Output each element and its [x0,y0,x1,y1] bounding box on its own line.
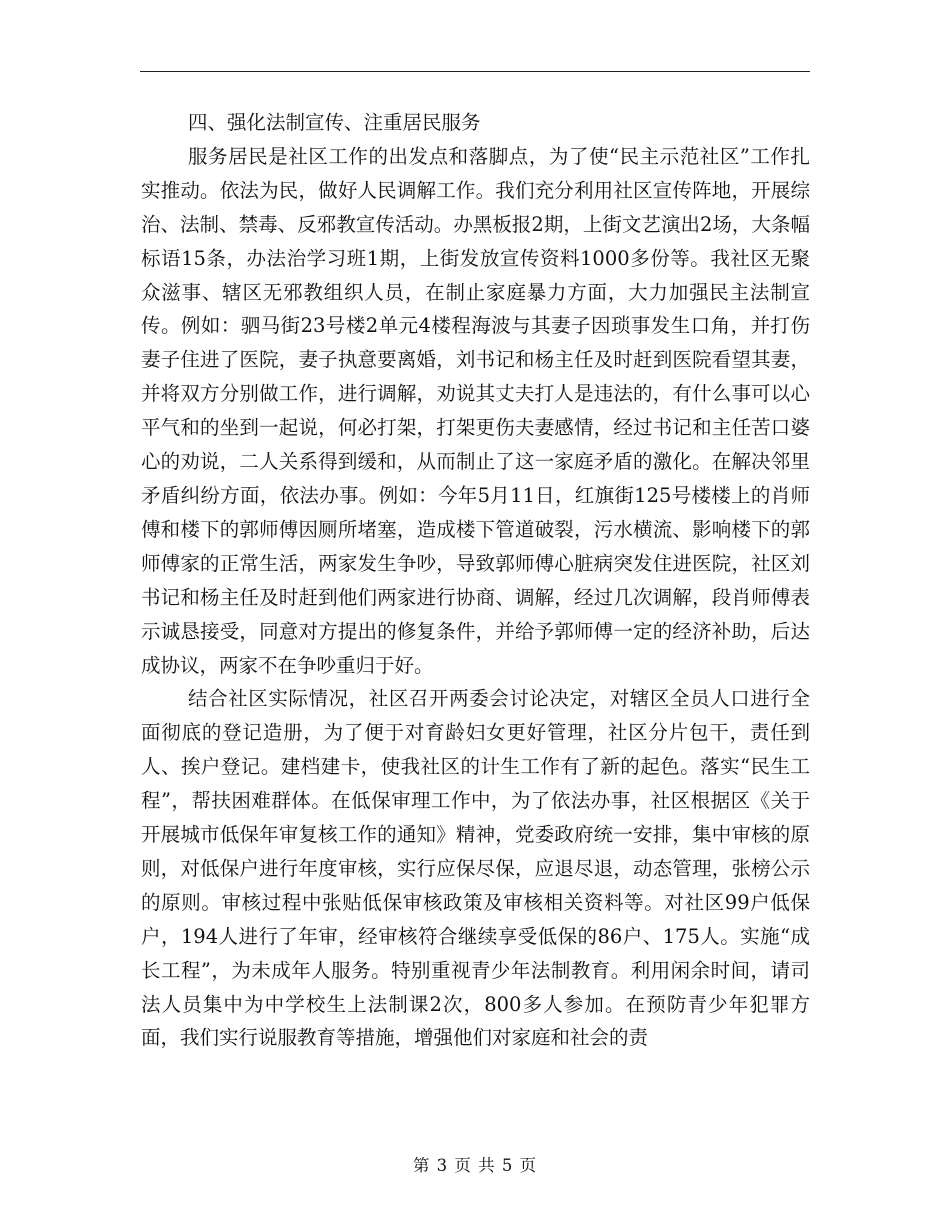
document-body [141,106,810,1055]
page-number: 第 3 页 共 5 页 [412,1156,538,1175]
section-heading: 四、强化法制宣传、注重居民服务 [188,111,481,134]
paragraph-resident-service: 服务居民是社区工作的出发点和落脚点，为了使“民主示范社区”工作扎实推动。依法为民，做好人民调解工作。我们充分利用社区宣传阵地，开展综治、法制、禁毒、反邪教宣传活动。办黑板报2期，上街文艺演出2场，大条幅标语15条，办法治学习班1期，上街发放宣传资料1000多份等。我社区无聚众滋事、辖区无邪教组织人员，在制止家庭暴力方面，大力加强民主法制宣传。例如：驷马街23号楼2单元4楼程海波与其妻子因琐事发生口角，并打伤妻子住进了医院，妻子执意要离婚，刘书记和杨主任及时赶到医院看望其妻，并将双方分别做工作，进行调解，劝说其丈夫打人是违法的，有什么事可以心平气和的坐到一起说，何必打架，打架更伤夫妻感情，经过书记和主任苦口婆心的劝说，二人关系得到缓和，从而制止了这一家庭矛盾的激化。在解决邻里矛盾纠纷方面，依法办事。例如：今年5月11日，红旗街125号楼楼上的肖师傅和楼下的郭师傅因厕所堵塞，造成楼下管道破裂，污水横流、影响楼下的郭师傅家的正常生活，两家发生争吵，导致郭师傅心脏病突发住进医院，社区刘书记和杨主任及时赶到他们两家进行协商、调解，经过几次调解，段肖师傅表示诚恳接受，同意对方提出的修复条件，并给予郭师傅一定的经济补助，后达成协议，两家不在争吵重归于好。 [141,144,810,677]
paragraph-community-work: 结合社区实际情况，社区召开两委会讨论决定，对辖区全员人口进行全面彻底的登记造册，为了便于对育龄妇女更好管理，社区分片包干，责任到人、挨户登记。建档建卡，使我社区的计生工作有了新的起色。落实“民生工程”，帮扶困难群体。在低保审理工作中，为了依法办事，社区根据区《关于开展城市低保年审复核工作的通知》精神，党委政府统一安排，集中审核的原则，对低保户进行年度审核，实行应保尽保，应退尽退，动态管理，张榜公示的原则。审核过程中张贴低保审核政策及审核相关资料等。对社区99户低保户，194人进行了年审，经审核符合继续享受低保的86户、175人。实施“成长工程”，为未成年人服务。特别重视青少年法制教育。利用闲余时间，请司法人员集中为中学校生上法制课2次，800多人参加。在预防青少年犯罪方面，我们实行说服教育等措施，增强他们对家庭和社会的责 [141,687,810,1050]
header-rule [140,71,810,72]
